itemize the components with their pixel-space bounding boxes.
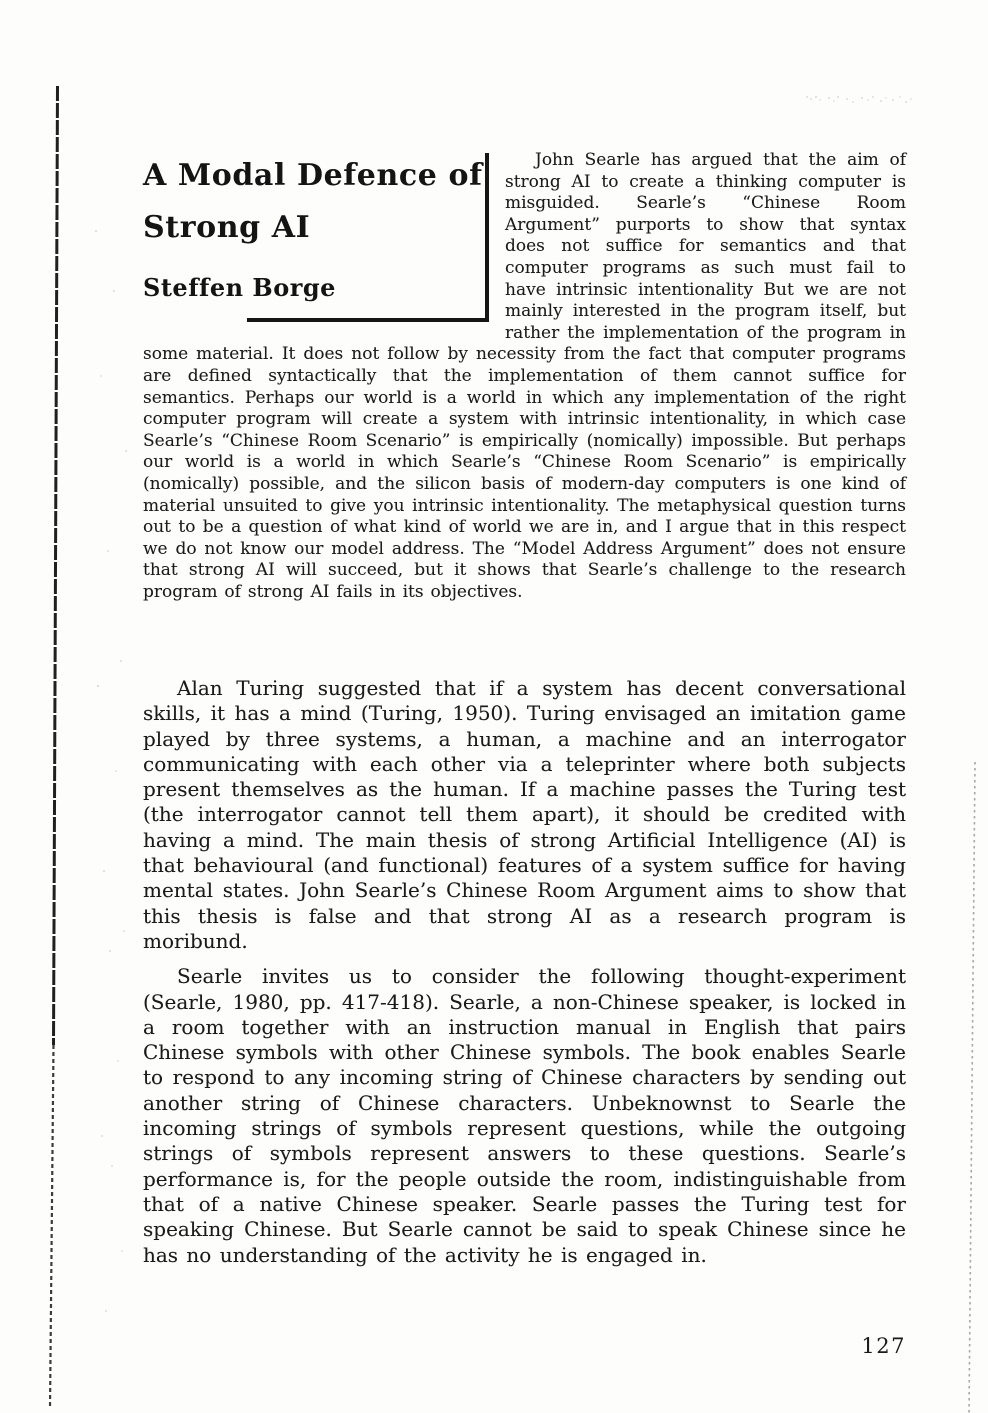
article-title-line2: Strong AI (143, 210, 311, 245)
title-block (143, 150, 489, 344)
page-edge-dotted-line (969, 762, 975, 1413)
body-paragraph-2: Searle invites us to consider the following thought-experiment (Searle, 1980, pp. 417-418). Searle, a non-Chinese speaker, is locked in a room together with an instruction manual in English that pairs Chinese symbols with other Chinese symbols. The book enables Searle to respond to any incoming string of Chinese characters by sending out another string of Chinese characters. Unbeknownst to Searle the incoming strings of symbols represent questions, while the outgoing strings of symbols represent answers to these questions. Searle’s performance is, for the people outside the room, indistinguishable from that of a native Chinese speaker. Searle passes the Turing test for speaking Chinese. But Searle cannot be said to speak Chinese since he has no understanding of the activity he is engaged in. (143, 964, 906, 1267)
article-title-line1: A Modal Defence of (143, 158, 483, 193)
binding-line-left (54, 86, 58, 1045)
page-number: 127 (861, 1334, 906, 1358)
abstract-text: John Searle has argued that the aim of strong AI to create a thinking computer is misguided. Searle’s “Chinese Room Argument” purports to show that syntax does not suffice for semantics and that computer programs as such must fail to have intrinsic intentionality But we are not mainly interested in the program itself, but rather the implementation of the program in some material. It does not follow by necessity from the fact that computer programs are defined syntactically that the implementation of them cannot suffice for semantics. Perhaps our world is a world in which any implementation of the right computer program will create a system with intrinsic intentionality, in which case Searle’s “Chinese Room Scenario” is empirically (nomically) impossible. But perhaps our world is a world in which Searle’s “Chinese Room Scenario” is empirically (nomically) possible, and the silicon basis of modern-day computers is one kind of material unsuited to give you intrinsic intentionality. The metaphysical question turns out to be a question of what kind of world we are in, and I argue that in this respect we do not know our model address. The “Model Address Argument” does not ensure that strong AI will succeed, but it shows that Searle’s challenge to the research program of strong AI fails in its objectives. (143, 150, 906, 602)
divider-vertical-rule (485, 153, 489, 322)
divider-horizontal-rule (247, 318, 489, 322)
body-paragraph-1: Alan Turing suggested that if a system has decent conversational skills, it has a mind (Turing, 1950). Turing envisaged an imitation game played by three systems, a human, a machine and an interrogator communicating with each other via a teleprinter where both subjects present themselves as the human. If a machine passes the Turing test (the interrogator cannot tell them apart), it should be credited with having a mind. The main thesis of strong Artificial Intelligence (AI) is that behavioural (and functional) features of a system suffice for having mental states. John Searle’s Chinese Room Argument aims to show that this thesis is false and that strong AI as a research program is moribund. (143, 676, 906, 953)
binding-line-left-dotted (50, 1045, 54, 1408)
article-author: Steffen Borge (143, 273, 336, 302)
scan-speckles (95, 230, 97, 232)
scan-smudge (806, 96, 808, 98)
article-body (143, 676, 906, 1268)
article-header-and-abstract (143, 150, 906, 603)
article-title (143, 150, 489, 254)
